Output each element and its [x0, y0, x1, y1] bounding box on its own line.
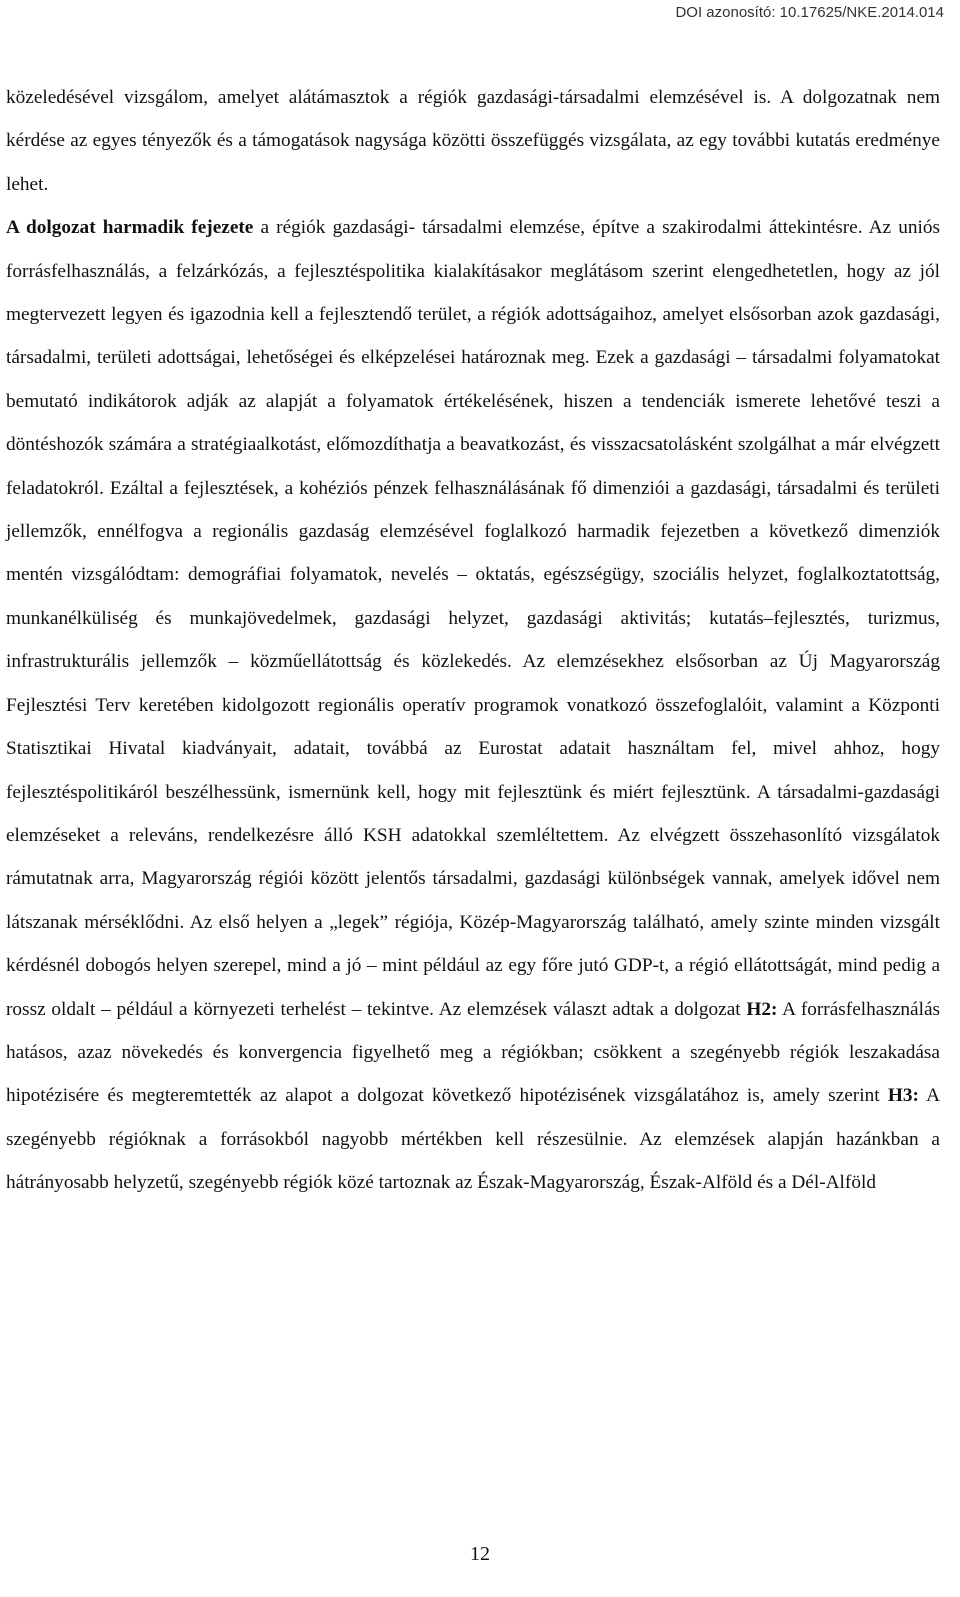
- paragraph-chapter-three: [6, 206, 940, 1204]
- paragraph-intro: közeledésével vizsgálom, amelyet alátámasztok a régiók gazdasági-társadalmi elemzésével is. A dolgozatnak nem kérdése az egyes tényezők és a támogatások nagysága közötti összefüggés vizsgálata, az egy további kutatás eredménye lehet.: [6, 87, 940, 195]
- body-text: [6, 76, 940, 1205]
- doi-header: DOI azonosító: 10.17625/NKE.2014.014: [675, 4, 944, 21]
- hypothesis-h2-label: H2:: [746, 998, 778, 1020]
- chapter-three-heading: A dolgozat harmadik fejezete: [6, 217, 254, 239]
- paragraph-text: a régiók gazdasági- társadalmi elemzése, építve a szakirodalmi áttekintésre. Az uniós forrásfelhasználás, a felzárkózás, a fejlesztéspolitika kialakításakor meglátásom szerint elengedhetetlen, hogy az jól megtervezett legyen és igazodnia kell a fejlesztendő terület, a régiók adottságaihoz, amelyet elsősorban azok gazdasági, társadalmi, területi adottságai, lehetőségei és elképzelései határoznak meg. Ezek a gazdasági – társadalmi folyamatokat bemutató indikátorok adják az alapját a folyamatok értékelésének, hiszen a tendenciák ismerete lehetővé teszi a döntéshozók számára a stratégiaalkotást, előmozdíthatja a beavatkozást, és visszacsatolásként szolgálhat a már elvégzett feladatokról. Ezáltal a fejlesztések, a kohéziós pénzek felhasználásának fő dimenziói a gazdasági, társadalmi és területi jellemzők, ennélfogva a regionális gazdaság elemzésével foglalkozó harmadik fejezetben a következő dimenziók mentén vizsgálódtam: demográfiai folyamatok, nevelés – oktatás, egészségügy, szociális helyzet, foglalkoztatottság, munkanélküliség és munkajövedelmek, gazdasági helyzet, gazdasági aktivitás; kutatás–fejlesztés, turizmus, infrastrukturális jellemzők – közműellátottság és közlekedés. Az elemzésekhez elsősorban az Új Magyarország Fejlesztési Terv keretében kidolgozott regionális operatív programok vonatkozó összefoglalóit, valamint a Központi Statisztikai Hivatal kiadványait, adatait, továbbá az Eurostat adatait használtam fel, mivel ahhoz, hogy fejlesztéspolitikáról beszélhessünk, ismernünk kell, hogy mit fejlesztünk és miért fejlesztünk. A társadalmi-gazdasági elemzéseket a releváns, rendelkezésre álló KSH adatokkal szemléltettem. Az elvégzett összehasonlító vizsgálatok rámutatnak arra, Magyarország régiói között jelentős társadalmi, gazdasági különbségek vannak, amelyek idővel nem látszanak mérséklődni. Az első helyen a „legek” régiója, Közép-Magyarország található, amely szinte minden vizsgált kérdésnél dobogós helyen szerepel, mind a jó – mint például az egy főre jutó GDP-t, a régió ellátottságát, mind pedig a rossz oldalt – például a környezeti terhelést – tekintve. Az elemzések választ adtak a dolgozat: [6, 217, 940, 1020]
- hypothesis-h3-label: H3:: [887, 1085, 919, 1107]
- page-number: 12: [470, 1543, 490, 1565]
- paragraph-text: A szegényebb régióknak a forrásokból nagyobb mértékben kell részesülnie. Az elemzések alapján hazánkban a hátrányosabb helyzetű, szegényebb régiók közé tartoznak az Észak-Magyarország, Észak-Alföld és a Dél-Alföld: [6, 1085, 940, 1194]
- paragraph-text: A forrásfelhasználás hatásos, azaz növekedés és konvergencia figyelhető meg a régiókban; csökkent a szegényebb régiók leszakadása hipotézisére és megteremtették az alapot a dolgozat következő hipotézisének vizsgálatához is, amely szerint: [6, 998, 941, 1107]
